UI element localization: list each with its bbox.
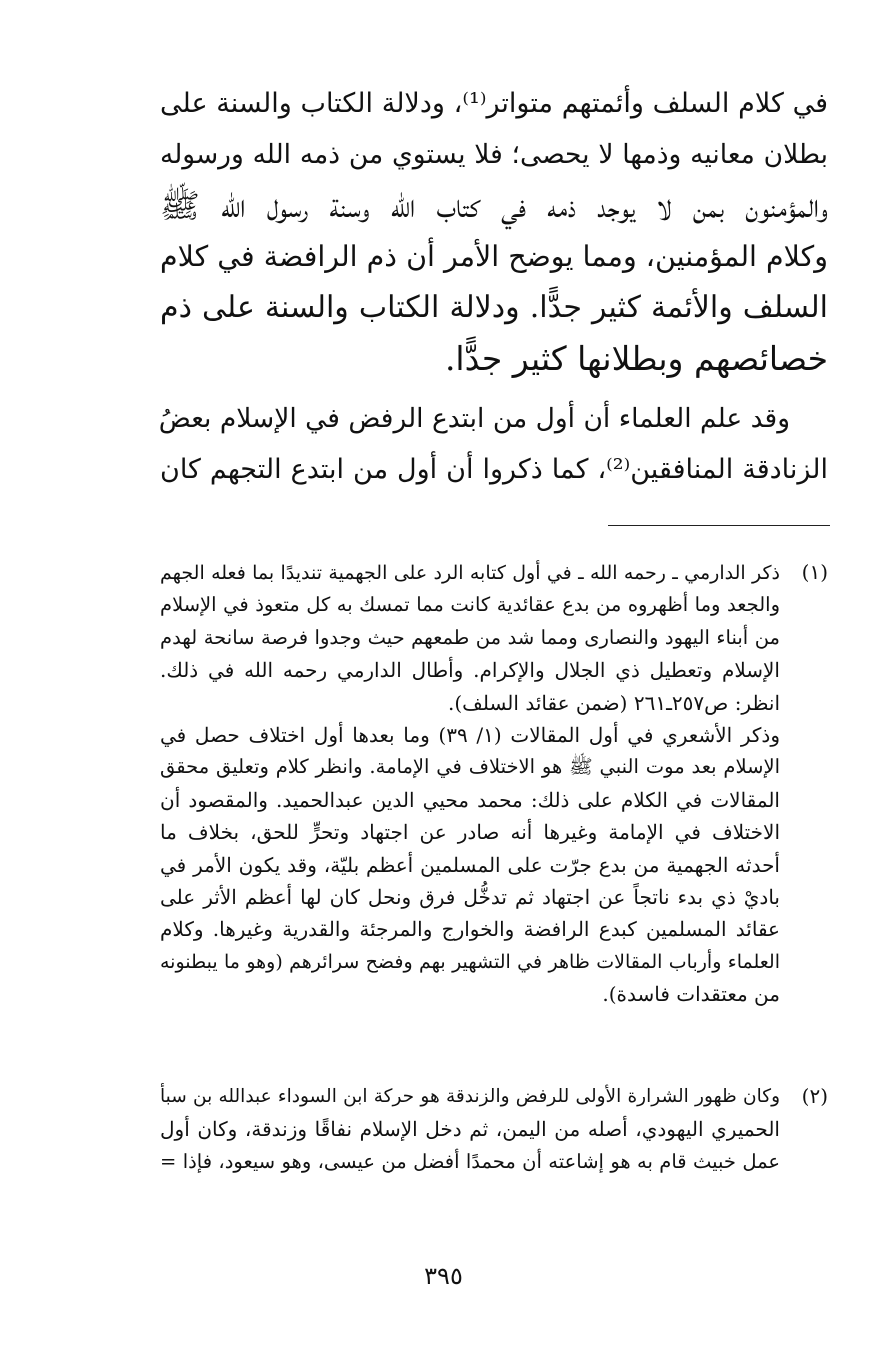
footnote-line: والجعد وما أظهروه من بدع عقائدية كانت مما تمسك به كل متعوذ في الإسلام: [160, 593, 780, 617]
footnote-text: [160, 1081, 780, 1178]
footnote-line: أحدثه الجهمية من بدع جرّت على المسلمين أعظم بليّة، وقد يكون الأمر في: [160, 852, 780, 877]
page-number: ٣٩٥: [424, 1262, 463, 1290]
footnote-text: [160, 557, 780, 1010]
footnote-number: (٢): [801, 1084, 828, 1108]
footnote-line: من معتقدات فاسدة).: [602, 982, 780, 1007]
footnote-line: العلماء وأرباب المقالات ظاهر في التشهير بهم وفضح سرائرهم (وهو ما يبطنونه: [160, 950, 780, 973]
footnote-line: وذكر الأشعري في أول المقالات (١/ ٣٩) وما بعدها أول اختلاف حصل في: [160, 722, 780, 747]
footnote-line: الإسلام بعد موت النبي ﷺ هو الاختلاف في الإمامة. وانظر كلام وتعليق محقق: [160, 755, 780, 779]
footnote-line: الإسلام وتعطيل ذي الجلال والإكرام. وأطال الدارمي رحمه الله في ذلك.: [160, 658, 780, 683]
footnote-line: من أبناء اليهود والنصارى ومما شد من طمعهم حيث وجدوا فرصة سانحة لهدم: [160, 625, 780, 649]
main-line: والمؤمنون بمن لا يوجد ذمه في كتاب الله وسنة رسول الله ﷺ: [160, 186, 828, 225]
footnote-1: [160, 557, 828, 1010]
main-line: الزنادقة المنافقين⁽²⁾، كما ذكروا أن أول من ابتدع التجهم كان: [160, 454, 828, 485]
footnote-line: الاختلاف في الإمامة وغيرها أنه صادر عن اجتهاد وتحرٍّ للحق، بخلاف ما: [160, 820, 780, 845]
main-line: في كلام السلف وأئمتهم متواتر⁽¹⁾، ودلالة الكتاب والسنة على: [160, 88, 828, 119]
main-line: وقد علم العلماء أن أول من ابتدع الرفض في الإسلام بعضُ: [158, 403, 790, 434]
footnote-number: (١): [801, 560, 828, 584]
main-line: بطلان معانيه وذمها لا يحصى؛ فلا يستوي من ذمه الله ورسوله: [160, 139, 828, 170]
main-text: [160, 78, 828, 495]
main-line: السلف والأئمة كثير جدًّا. ودلالة الكتاب والسنة على ذم: [160, 290, 828, 325]
footnote-line: عقائد المسلمين كبدع الرافضة والخوارج والمرجئة والقدرية وغيرها. وكلام: [160, 917, 780, 942]
main-line: وكلام المؤمنين، ومما يوضح الأمر أن ذم الرافضة في كلام: [160, 240, 828, 273]
footnote-line: الحميري اليهودي، أصله من اليمن، ثم دخل الإسلام نفاقًا وزندقة، وكان أول: [160, 1117, 780, 1142]
footnote-line: المقالات في الكلام على ذلك: محمد محيي الدين عبدالحميد. والمقصود أن: [160, 787, 780, 812]
footnote-line: انظر: ص٢٥٧ـ٢٦١ (ضمن عقائد السلف).: [447, 690, 780, 715]
footnote-2: [160, 1081, 828, 1178]
main-line: خصائصهم وبطلانها كثير جدًّا.: [444, 339, 828, 378]
footnote-line: عمل خبيث قام به هو إشاعته أن محمدًا أفضل من عيسى، وهو سيعود، فإذا =: [160, 1149, 780, 1173]
footnote-line: باديْ ذي بدء ناتجاً عن اجتهاد ثم تدخُّل فرق ونحل كان لها أعظم الأثر على: [160, 884, 780, 909]
footnote-line: ذكر الدارمي ـ رحمه الله ـ في أول كتابه الرد على الجهمية تنديدًا بما فعله الجهم: [160, 562, 780, 584]
footnote-separator: [608, 525, 830, 526]
footnote-line: وكان ظهور الشرارة الأولى للرفض والزندقة هو حركة ابن السوداء عبدالله بن سبأ: [160, 1086, 780, 1107]
